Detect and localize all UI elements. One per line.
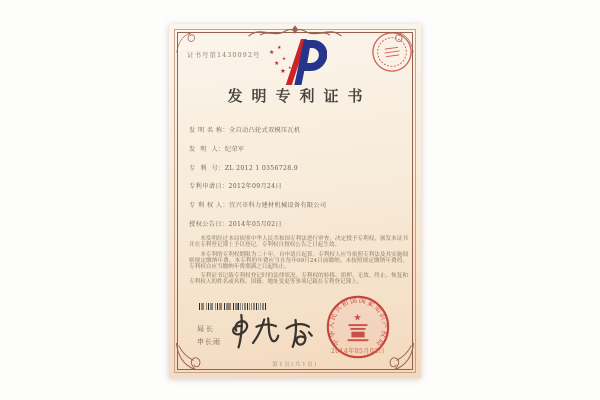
field-invention-name [189,125,409,144]
field-value: 全自动凸轮式双模压瓦机 [229,127,301,134]
field-patent-number [189,163,409,182]
svg-text:★: ★ [280,67,286,75]
svg-text:★: ★ [277,45,282,51]
field-grant-date [189,219,409,238]
legal-text [189,236,408,289]
field-value: 2012年09月24日 [228,183,282,191]
field-label: 发 明 名 称： [189,127,230,134]
logo-p-mark [286,39,327,85]
field-value: 纪荣军 [224,145,245,153]
svg-text:★: ★ [288,65,292,70]
certificate-number: 证书号第1430092号 [187,51,261,59]
field-list [189,125,409,238]
top-flourish-ornament [247,22,343,40]
page-number: 第1页(共1页) [272,362,318,368]
field-label: 专 利 权 人： [189,202,230,210]
field-inventor [189,144,409,163]
legal-paragraph-1: 本发明经过本局依照中华人民共和国专利法进行审查，决定授予专利权，颁发本证书并在专利登记簿上予以登记。专利权自授权公告之日起生效。 [189,236,408,248]
logo-stars [269,45,292,75]
legal-paragraph-3: 专利证书记载专利权登记时的法律状况。专利权的转移、质押、无效、终止、恢复和专利权人的姓名或名称、国籍、地址变更等事项记载在专利登记簿上。 [189,273,408,285]
field-patentee [189,200,409,219]
svg-text:★: ★ [274,60,280,67]
sipo-logo [267,39,327,85]
legal-paragraph-2: 本专利的专利权期限为二十年，自申请日起算。专利权人应当依照专利法及其实施细则规定缴纳年费。本专利的年费应当在每年09月24日前缴纳。未按照规定缴纳年费的，专利权自应当缴纳年费期满之日起终止。 [189,251,408,270]
field-label: 发 明 人： [189,145,225,153]
svg-text:★: ★ [282,57,287,62]
svg-text:★: ★ [269,49,275,56]
director-printed-name: 申长雨 [197,338,221,346]
field-value: 2014年05月02日 [228,220,282,228]
certificate-paper [169,24,421,378]
field-label: 授权公告日： [189,220,229,228]
certificate-title: 发明专利证书 [227,87,372,105]
svg-text:★: ★ [353,312,362,324]
seal-date: 2014年05月02日 [330,348,386,355]
director-title-label: 局长 [197,325,215,333]
director-signature [224,309,319,359]
field-value: ZL 2012 1 0356728.9 [224,164,298,172]
field-value: 宜兴市科力建材机械设备有限公司 [229,202,327,210]
seal-ring-text: 中华人民共和国国家知识产权局 [327,296,389,349]
anti-counterfeit-seal [368,28,415,75]
field-application-date [189,181,409,200]
field-label: 专利申请日： [189,183,229,191]
field-label: 专 利 号： [189,164,225,172]
